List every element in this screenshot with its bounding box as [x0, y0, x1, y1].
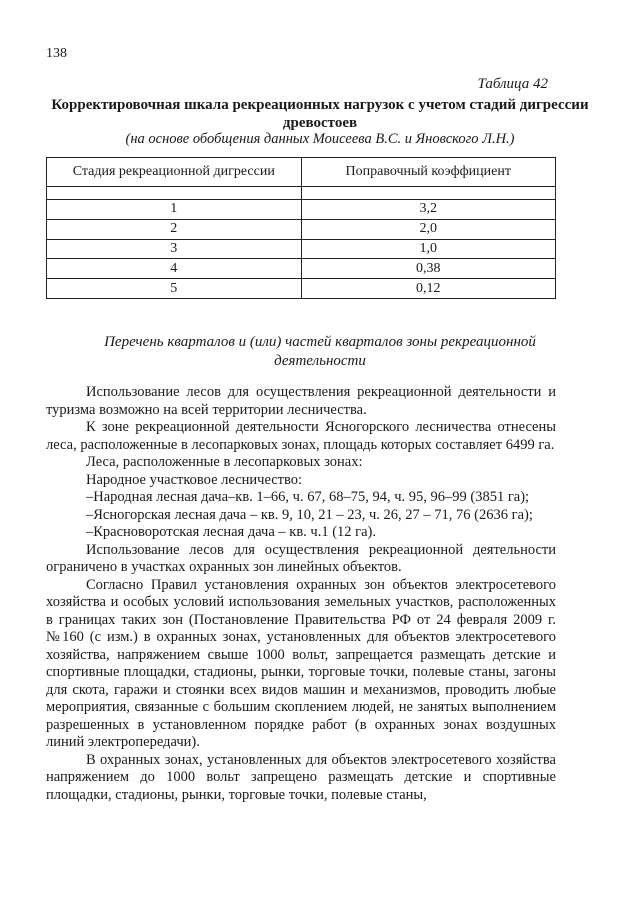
coefficient-cell: 3,2	[301, 200, 556, 220]
paragraph: Использование лесов для осуществления рекреационной деятельности и туризма возможно на всей территории лесничества.	[46, 384, 556, 418]
stage-cell: 3	[47, 239, 302, 259]
body-text	[46, 384, 556, 804]
coefficient-cell: 0,38	[301, 259, 556, 279]
table-row	[47, 279, 556, 299]
table-label: Таблица 42	[477, 76, 548, 92]
table-row	[47, 219, 556, 239]
coefficient-cell: 0,12	[301, 279, 556, 299]
paragraph: В охранных зонах, установленных для объектов электросетевого хозяйства напряжением до 1000 вольт запрещено размещать детские и спортивные площадки, стадионы, рынки, торговые точки, полевые станы,	[46, 751, 556, 803]
coefficient-cell: 2,0	[301, 219, 556, 239]
paragraph: Леса, расположенные в лесопарковых зонах:	[86, 454, 363, 470]
table-row	[47, 200, 556, 220]
paragraph: Народное участковое лесничество:	[86, 471, 303, 488]
stage-cell: 5	[47, 279, 302, 299]
table-row	[47, 239, 556, 259]
list-item: –Ясногорская лесная дача – кв. 9, 10, 21 – 23, ч. 26, 27 – 71, 76 (2636 га);	[86, 506, 533, 523]
column-header: Стадия рекреационной дигрессии	[47, 158, 302, 187]
coefficient-cell: 1,0	[301, 239, 556, 259]
table-header-row	[47, 158, 556, 187]
paragraph: К зоне рекреационной деятельности Ясногорского лесничества отнесены леса, расположенные в лесопарковых зонах, площадь которых составляет 6499 га.	[46, 419, 556, 453]
list-item: –Красноворотская лесная дача – кв. ч.1 (12 га).	[86, 524, 377, 540]
list-item: –Народная лесная дача–кв. 1–66, ч. 67, 68–75, 94, ч. 95, 96–99 (3851 га);	[86, 489, 530, 505]
coefficient-table	[46, 157, 556, 299]
stage-cell: 1	[47, 200, 302, 220]
table-subtitle: (на основе обобщения данных Моисеева В.С. и Яновского Л.Н.)	[125, 131, 515, 147]
paragraph: Согласно Правил установления охранных зон объектов электросетевого хозяйства и особых условий использования земельных участков, расположенных в границах таких зон (Постановление Правительства РФ от 24 февраля 2009 г. №160 (с изм.) в охранных зонах, установленных для объектов электросетевого хозяйства, напряжением свыше 1000 вольт, запрещается размещать детские и спортивные площадки, стадионы, рынки, торговые точки, полевые станы, загоны для скота, гаражи и стоянки всех видов машин и механизмов, проводить любые мероприятия, связанные с большим скоплением людей, не занятых выполнением разрешенных в установленном порядке работ (в охранных зонах воздушных линий электропередачи).	[46, 576, 556, 750]
paragraph: Использование лесов для осуществления рекреационной деятельности ограничено в участках охранных зон линейных объектов.	[46, 541, 556, 575]
stage-cell: 2	[47, 219, 302, 239]
table-row	[47, 259, 556, 279]
table-spacer-row	[47, 187, 556, 200]
column-header: Поправочный коэффициент	[301, 158, 556, 187]
page-number: 138	[46, 46, 67, 61]
section-heading: Перечень кварталов и (или) частей кварталов зоны рекреационной деятельности	[104, 334, 536, 369]
stage-cell: 4	[47, 259, 302, 279]
table-title: Корректировочная шкала рекреационных нагрузок с учетом стадий дигрессии древостоев	[51, 97, 589, 131]
